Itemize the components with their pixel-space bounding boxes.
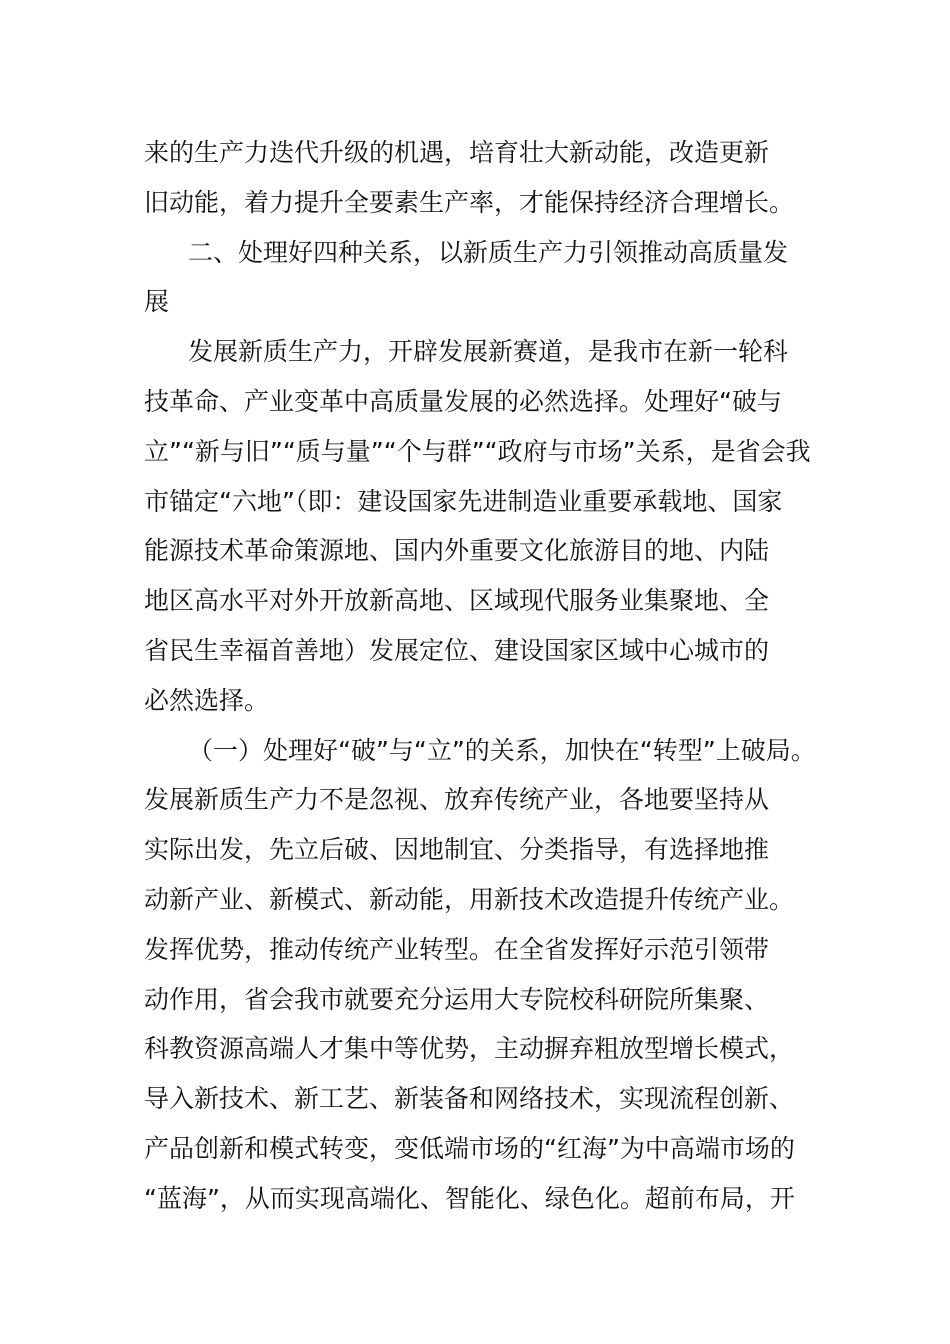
text-line-15: 实际出发，先立后破、因地制宜、分类指导，有选择地推 <box>144 835 770 865</box>
text-line-22: “蓝海”，从而实现高端化、智能化、绿色化。超前布局，开 <box>144 1183 795 1213</box>
text-line-11: 省民生幸福首善地）发展定位、建设国家区域中心城市的 <box>144 635 770 665</box>
text-line-14: 发展新质生产力不是忽视、放弃传统产业，各地要坚持从 <box>144 785 770 815</box>
text-line-12: 必然选择。 <box>144 685 270 715</box>
text-line-9: 能源技术革命策源地、国内外重要文化旅游目的地、内陆 <box>144 536 770 566</box>
paragraph-start-line: 发展新质生产力，开辟发展新赛道，是我市在新一轮科 <box>188 337 789 367</box>
text-line-10: 地区高水平对外开放新高地、区域现代服务业集聚地、全 <box>144 586 770 616</box>
document-body <box>144 128 824 1224</box>
text-line-2: 旧动能，着力提升全要素生产率，才能保持经济合理增长。 <box>144 187 795 217</box>
text-line-17: 发挥优势，推动传统产业转型。在全省发挥好示范引领带 <box>144 934 770 964</box>
text-line-19: 科教资源高端人才集中等优势，主动摒弃粗放型增长模式， <box>144 1034 795 1064</box>
section-heading-line-1: 二、处理好四种关系，以新质生产力引领推动高质量发 <box>188 237 789 267</box>
text-line-21: 产品创新和模式转变，变低端市场的“红海”为中高端市场的 <box>144 1133 795 1163</box>
text-line-8: 市锚定“六地”（即：建设国家先进制造业重要承载地、国家 <box>144 486 783 516</box>
section-heading-line-2: 展 <box>144 287 170 317</box>
text-line-6: 技革命、产业变革中高质量发展的必然选择。处理好“破与 <box>144 386 782 416</box>
text-line-1: 来的生产力迭代升级的机遇，培育壮大新动能，改造更新 <box>144 138 770 167</box>
text-line-7: 立”“新与旧”“质与量”“个与群”“政府与市场”关系，是省会我 <box>144 436 811 466</box>
text-line-20: 导入新技术、新工艺、新装备和网络技术，实现流程创新、 <box>144 1084 795 1114</box>
text-line-16: 动新产业、新模式、新动能，用新技术改造提升传统产业。 <box>144 884 795 914</box>
subsection-heading-line: （一）处理好“破”与“立”的关系，加快在“转型”上破局。 <box>188 735 816 765</box>
text-line-18: 动作用，省会我市就要充分运用大专院校科研院所集聚、 <box>144 984 770 1014</box>
